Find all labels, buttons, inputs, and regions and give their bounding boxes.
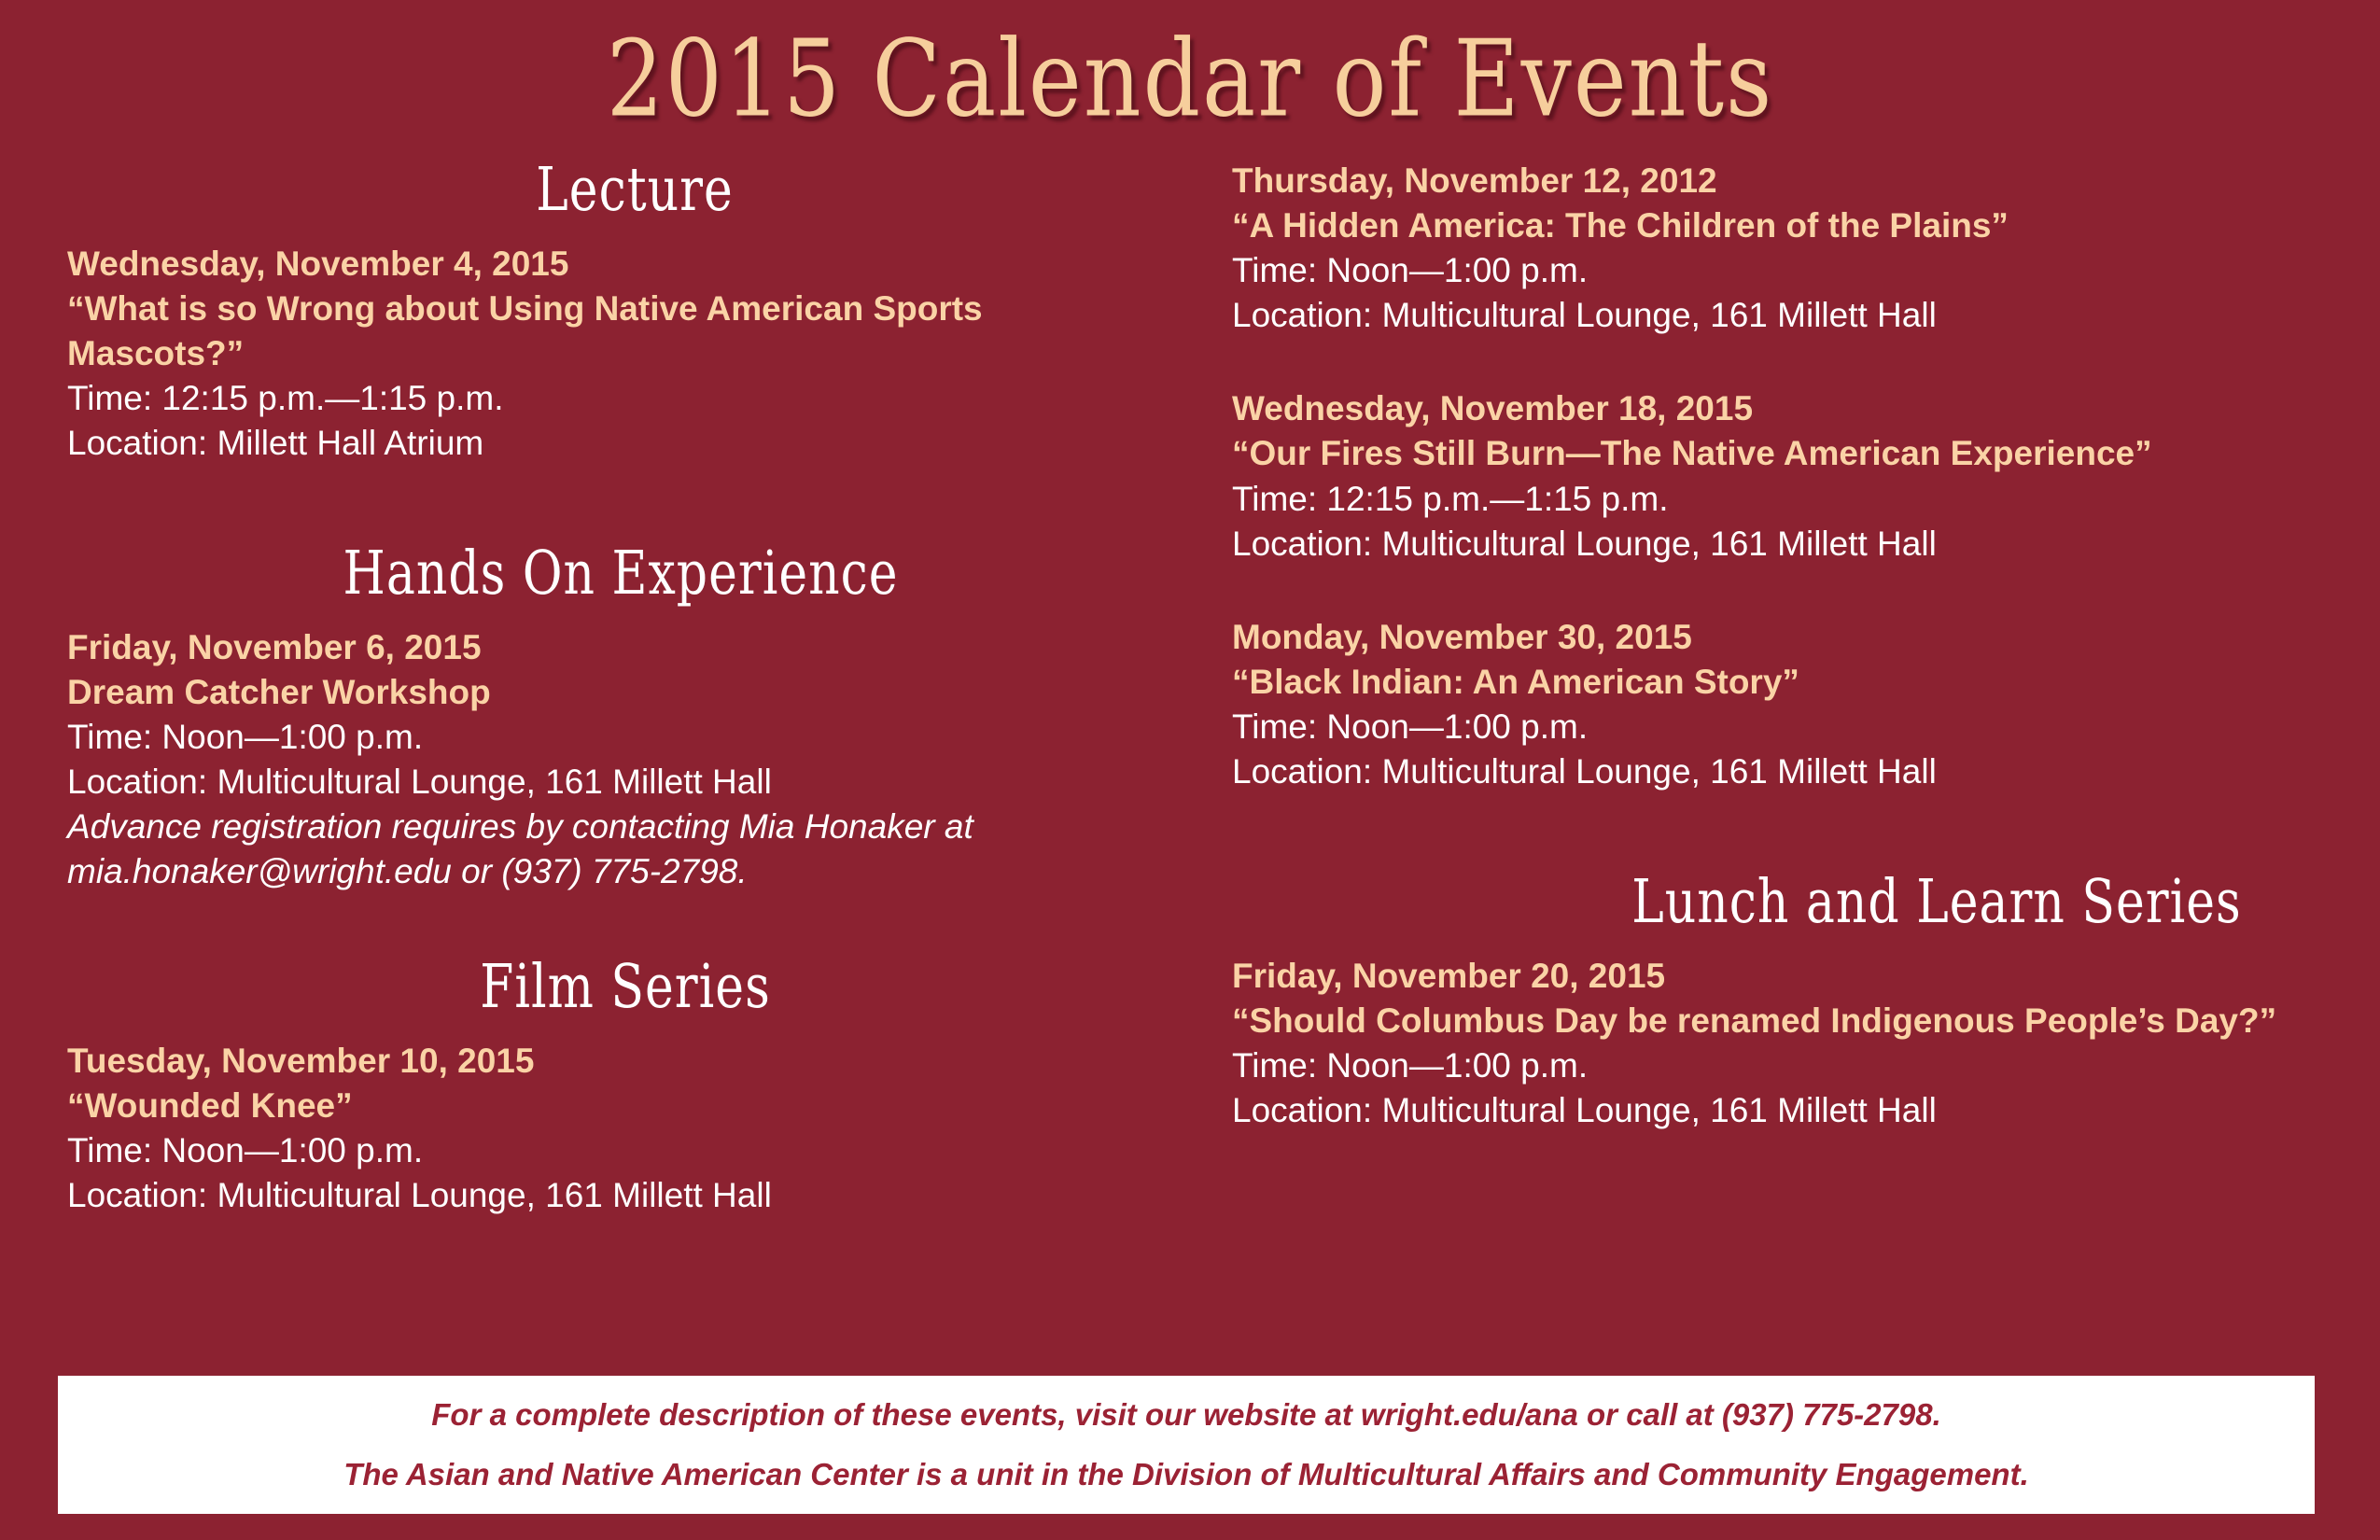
footer-contact-line: For a complete description of these events, visit our website at wright.edu/ana or call at (937) 775-2798.	[431, 1397, 1941, 1433]
event-location: Location: Multicultural Lounge, 161 Millett Hall	[1232, 296, 1937, 335]
event-date: Thursday, November 12, 2012	[1232, 161, 1717, 200]
event-block	[67, 1039, 1169, 1218]
event-note: Advance registration requires by contacting Mia Honaker at mia.honaker@wright.edu or (937) 775-2798.	[67, 807, 973, 891]
event-location: Location: Multicultural Lounge, 161 Millett Hall	[67, 1176, 772, 1215]
event-date: Friday, November 6, 2015	[67, 627, 482, 666]
event-date: Wednesday, November 18, 2015	[1232, 389, 1754, 428]
event-time: Time: Noon—1:00 p.m.	[67, 1131, 424, 1169]
event-block	[1232, 615, 2333, 794]
event-location: Location: Multicultural Lounge, 161 Millett Hall	[1232, 524, 1937, 563]
page-title: 2015 Calendar of Events	[606, 17, 1774, 141]
event-time: Time: Noon—1:00 p.m.	[1232, 1045, 1589, 1085]
event-time: Time: Noon—1:00 p.m.	[67, 717, 424, 756]
content-columns	[0, 155, 2380, 1353]
section-heading-hands-on-experience: Hands On Experience	[343, 539, 899, 609]
event-title: “What is so Wrong about Using Native American Sports Mascots?”	[67, 288, 983, 372]
event-title: “Should Columbus Day be renamed Indigenous People’s Day?”	[1232, 1001, 2277, 1040]
event-date: Wednesday, November 4, 2015	[67, 244, 569, 283]
section-heading-lecture: Lecture	[536, 155, 734, 226]
event-title: “A Hidden America: The Children of the Plains”	[1232, 206, 2009, 245]
event-location: Location: Multicultural Lounge, 161 Millett Hall	[1232, 752, 1937, 791]
event-block	[67, 625, 1169, 895]
event-block	[1232, 954, 2333, 1133]
left-column	[67, 155, 1169, 1218]
event-block	[1232, 159, 2333, 338]
event-location: Location: Millett Hall Atrium	[67, 423, 484, 462]
event-date: Tuesday, November 10, 2015	[67, 1041, 535, 1080]
event-title: “Wounded Knee”	[67, 1085, 353, 1125]
event-location: Location: Multicultural Lounge, 161 Millett Hall	[67, 762, 772, 801]
event-time: Time: Noon—1:00 p.m.	[1232, 251, 1589, 290]
event-time: Time: 12:15 p.m.—1:15 p.m.	[1232, 479, 1669, 518]
section-heading-lunch-and-learn-series: Lunch and Learn Series	[1631, 867, 2242, 938]
event-block	[67, 242, 1169, 466]
footer-affiliation-line: The Asian and Native American Center is a unit in the Division of Multicultural Affairs and Community Engagement.	[343, 1457, 2029, 1491]
section-heading-film-series: Film Series	[480, 952, 771, 1023]
right-column	[1232, 159, 2333, 1133]
event-title: “Black Indian: An American Story”	[1232, 662, 1799, 701]
event-title: “Our Fires Still Burn—The Native American Experience”	[1232, 434, 2152, 473]
event-date: Monday, November 30, 2015	[1232, 617, 1692, 656]
event-time: Time: 12:15 p.m.—1:15 p.m.	[67, 378, 504, 417]
event-location: Location: Multicultural Lounge, 161 Millett Hall	[1232, 1091, 1937, 1129]
event-date: Friday, November 20, 2015	[1232, 956, 1666, 995]
event-time: Time: Noon—1:00 p.m.	[1232, 707, 1589, 746]
event-title: Dream Catcher Workshop	[67, 672, 491, 711]
footer-band	[58, 1376, 2315, 1514]
event-block	[1232, 386, 2333, 566]
